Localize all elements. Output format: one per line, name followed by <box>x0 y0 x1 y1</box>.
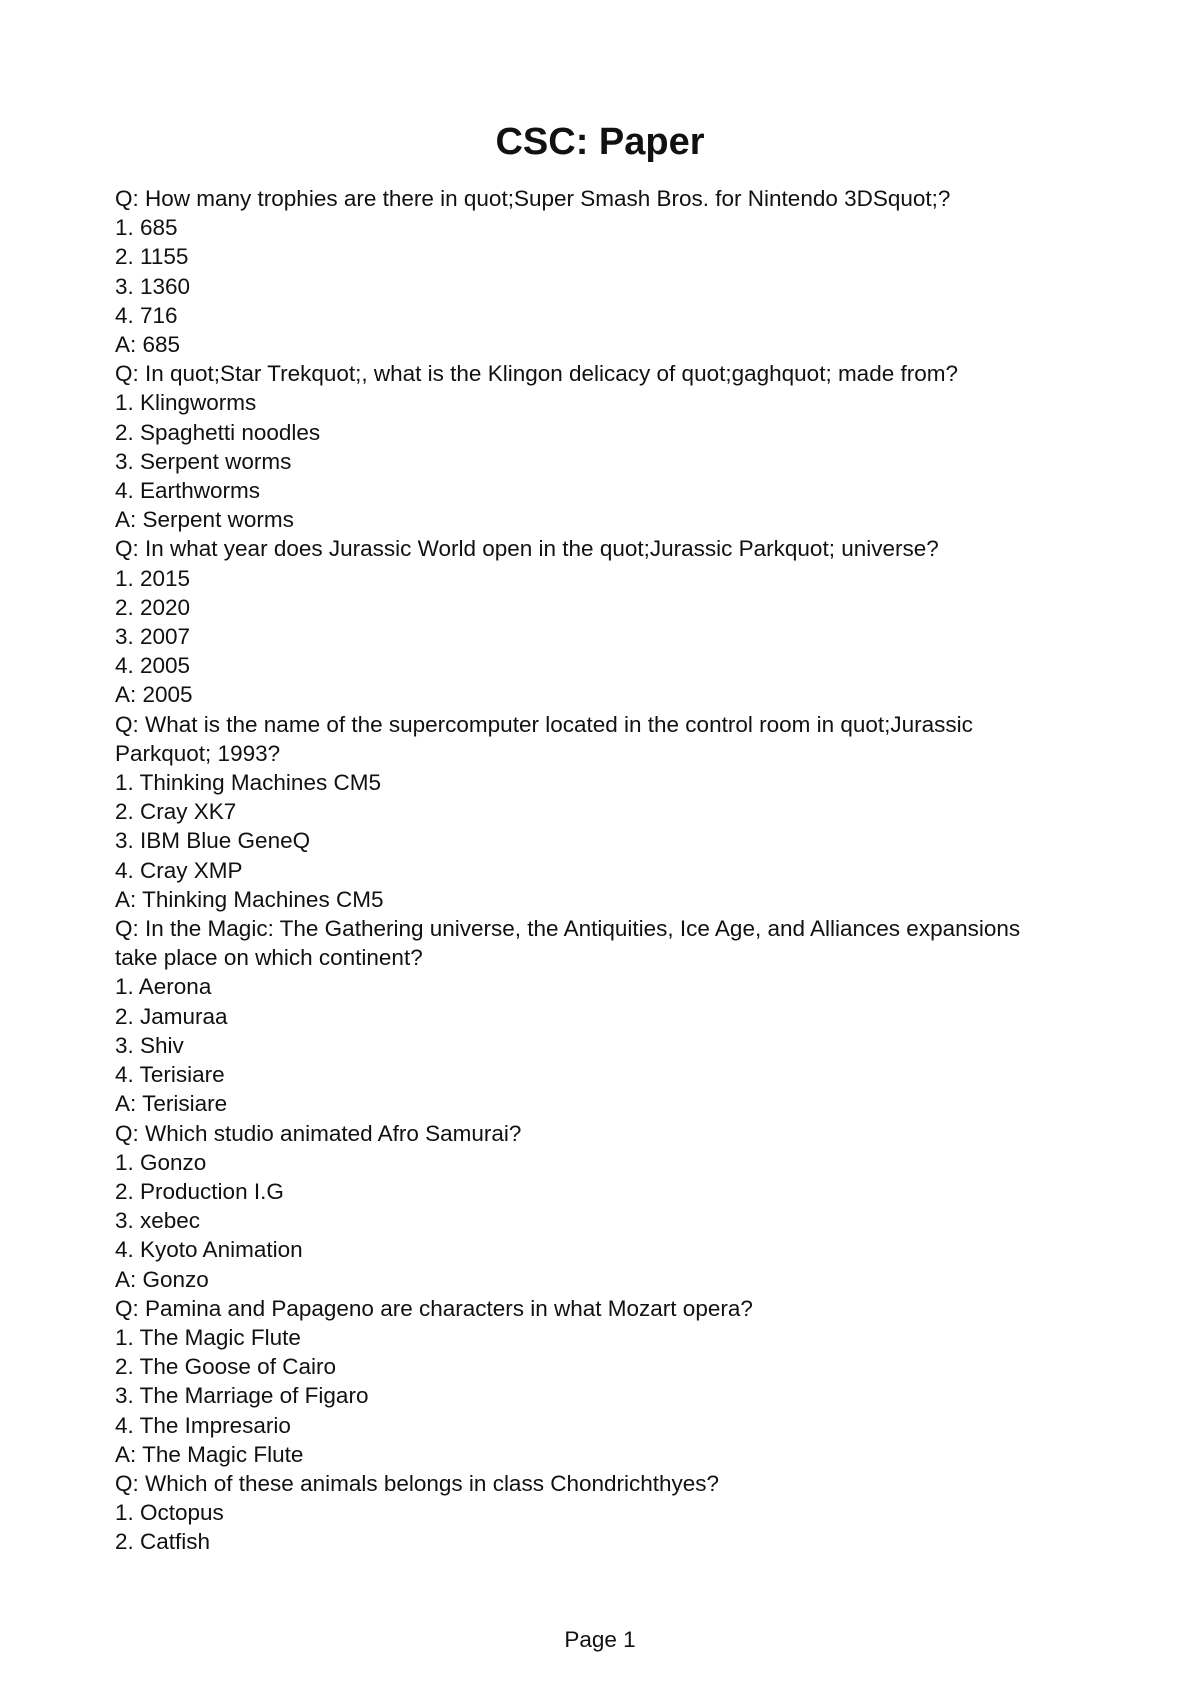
answer: A: 685 <box>115 332 181 358</box>
option-2: 2. 2020 <box>115 594 191 620</box>
option-2: 2. Catfish <box>115 1529 211 1555</box>
question-block <box>115 710 1075 914</box>
question-list <box>115 184 1075 1557</box>
question-text: Q: In what year does Jurassic World open in the quot;Jurassic Parkquot; universe? <box>115 536 939 562</box>
question-block <box>115 1294 1075 1469</box>
question-block <box>115 914 1075 1118</box>
option-1: 1. Gonzo <box>115 1149 207 1175</box>
question-text: Q: Pamina and Papageno are characters in what Mozart opera? <box>115 1295 753 1321</box>
option-2: 2. Jamuraa <box>115 1003 228 1029</box>
option-2: 2. The Goose of Cairo <box>115 1354 336 1380</box>
option-1: 1. The Magic Flute <box>115 1324 301 1350</box>
question-text: Q: How many trophies are there in quot;Super Smash Bros. for Nintendo 3DSquot;? <box>115 186 951 211</box>
option-3: 3. Shiv <box>115 1032 184 1058</box>
option-4: 4. 2005 <box>115 653 191 679</box>
question-block <box>115 1119 1075 1294</box>
option-4: 4. The Impresario <box>115 1412 291 1438</box>
answer: A: Terisiare <box>115 1091 228 1117</box>
question-text: Q: Which of these animals belongs in class Chondrichthyes? <box>115 1470 720 1496</box>
answer: A: The Magic Flute <box>115 1441 304 1467</box>
option-2: 2. 1155 <box>115 244 189 270</box>
option-4: 4. Terisiare <box>115 1062 225 1088</box>
question-block <box>115 534 1075 709</box>
option-1: 1. Klingworms <box>115 390 257 416</box>
option-3: 3. The Marriage of Figaro <box>115 1383 369 1409</box>
question-block <box>115 1469 1075 1557</box>
option-3: 3. 2007 <box>115 624 191 650</box>
option-4: 4. Cray XMP <box>115 857 243 883</box>
answer: A: 2005 <box>115 682 193 708</box>
option-1: 1. Thinking Machines CM5 <box>115 770 381 796</box>
option-3: 3. xebec <box>115 1208 201 1234</box>
option-1: 1. Octopus <box>115 1500 224 1526</box>
option-4: 4. 716 <box>115 302 178 328</box>
question-text: Q: Which studio animated Afro Samurai? <box>115 1120 522 1146</box>
option-3: 3. Serpent worms <box>115 448 292 474</box>
answer: A: Thinking Machines CM5 <box>115 886 384 912</box>
option-2: 2. Production I.G <box>115 1178 284 1204</box>
option-1: 1. Aerona <box>115 974 212 1000</box>
document-title: CSC: Paper <box>495 121 705 163</box>
question-text: Q: In quot;Star Trekquot;, what is the Klingon delicacy of quot;gaghquot; made from? <box>115 361 958 387</box>
option-2: 2. Cray XK7 <box>115 799 237 825</box>
option-3: 3. IBM Blue GeneQ <box>115 828 311 854</box>
question-block <box>115 359 1075 534</box>
option-1: 1. 2015 <box>115 565 191 591</box>
option-1: 1. 685 <box>115 215 178 241</box>
option-4: 4. Kyoto Animation <box>115 1237 303 1263</box>
page-number: Page 1 <box>564 1627 636 1652</box>
question-block <box>115 184 1075 359</box>
question-text: Q: In the Magic: The Gathering universe, the Antiquities, Ice Age, and Alliances expansions take place on which continent? <box>115 916 1027 971</box>
option-4: 4. Earthworms <box>115 478 261 504</box>
answer: A: Serpent worms <box>115 507 294 533</box>
option-2: 2. Spaghetti noodles <box>115 419 321 445</box>
answer: A: Gonzo <box>115 1266 209 1292</box>
option-3: 3. 1360 <box>115 273 191 299</box>
question-text: Q: What is the name of the supercomputer located in the control room in quot;Jurassic Parkquot; 1993? <box>115 711 980 766</box>
